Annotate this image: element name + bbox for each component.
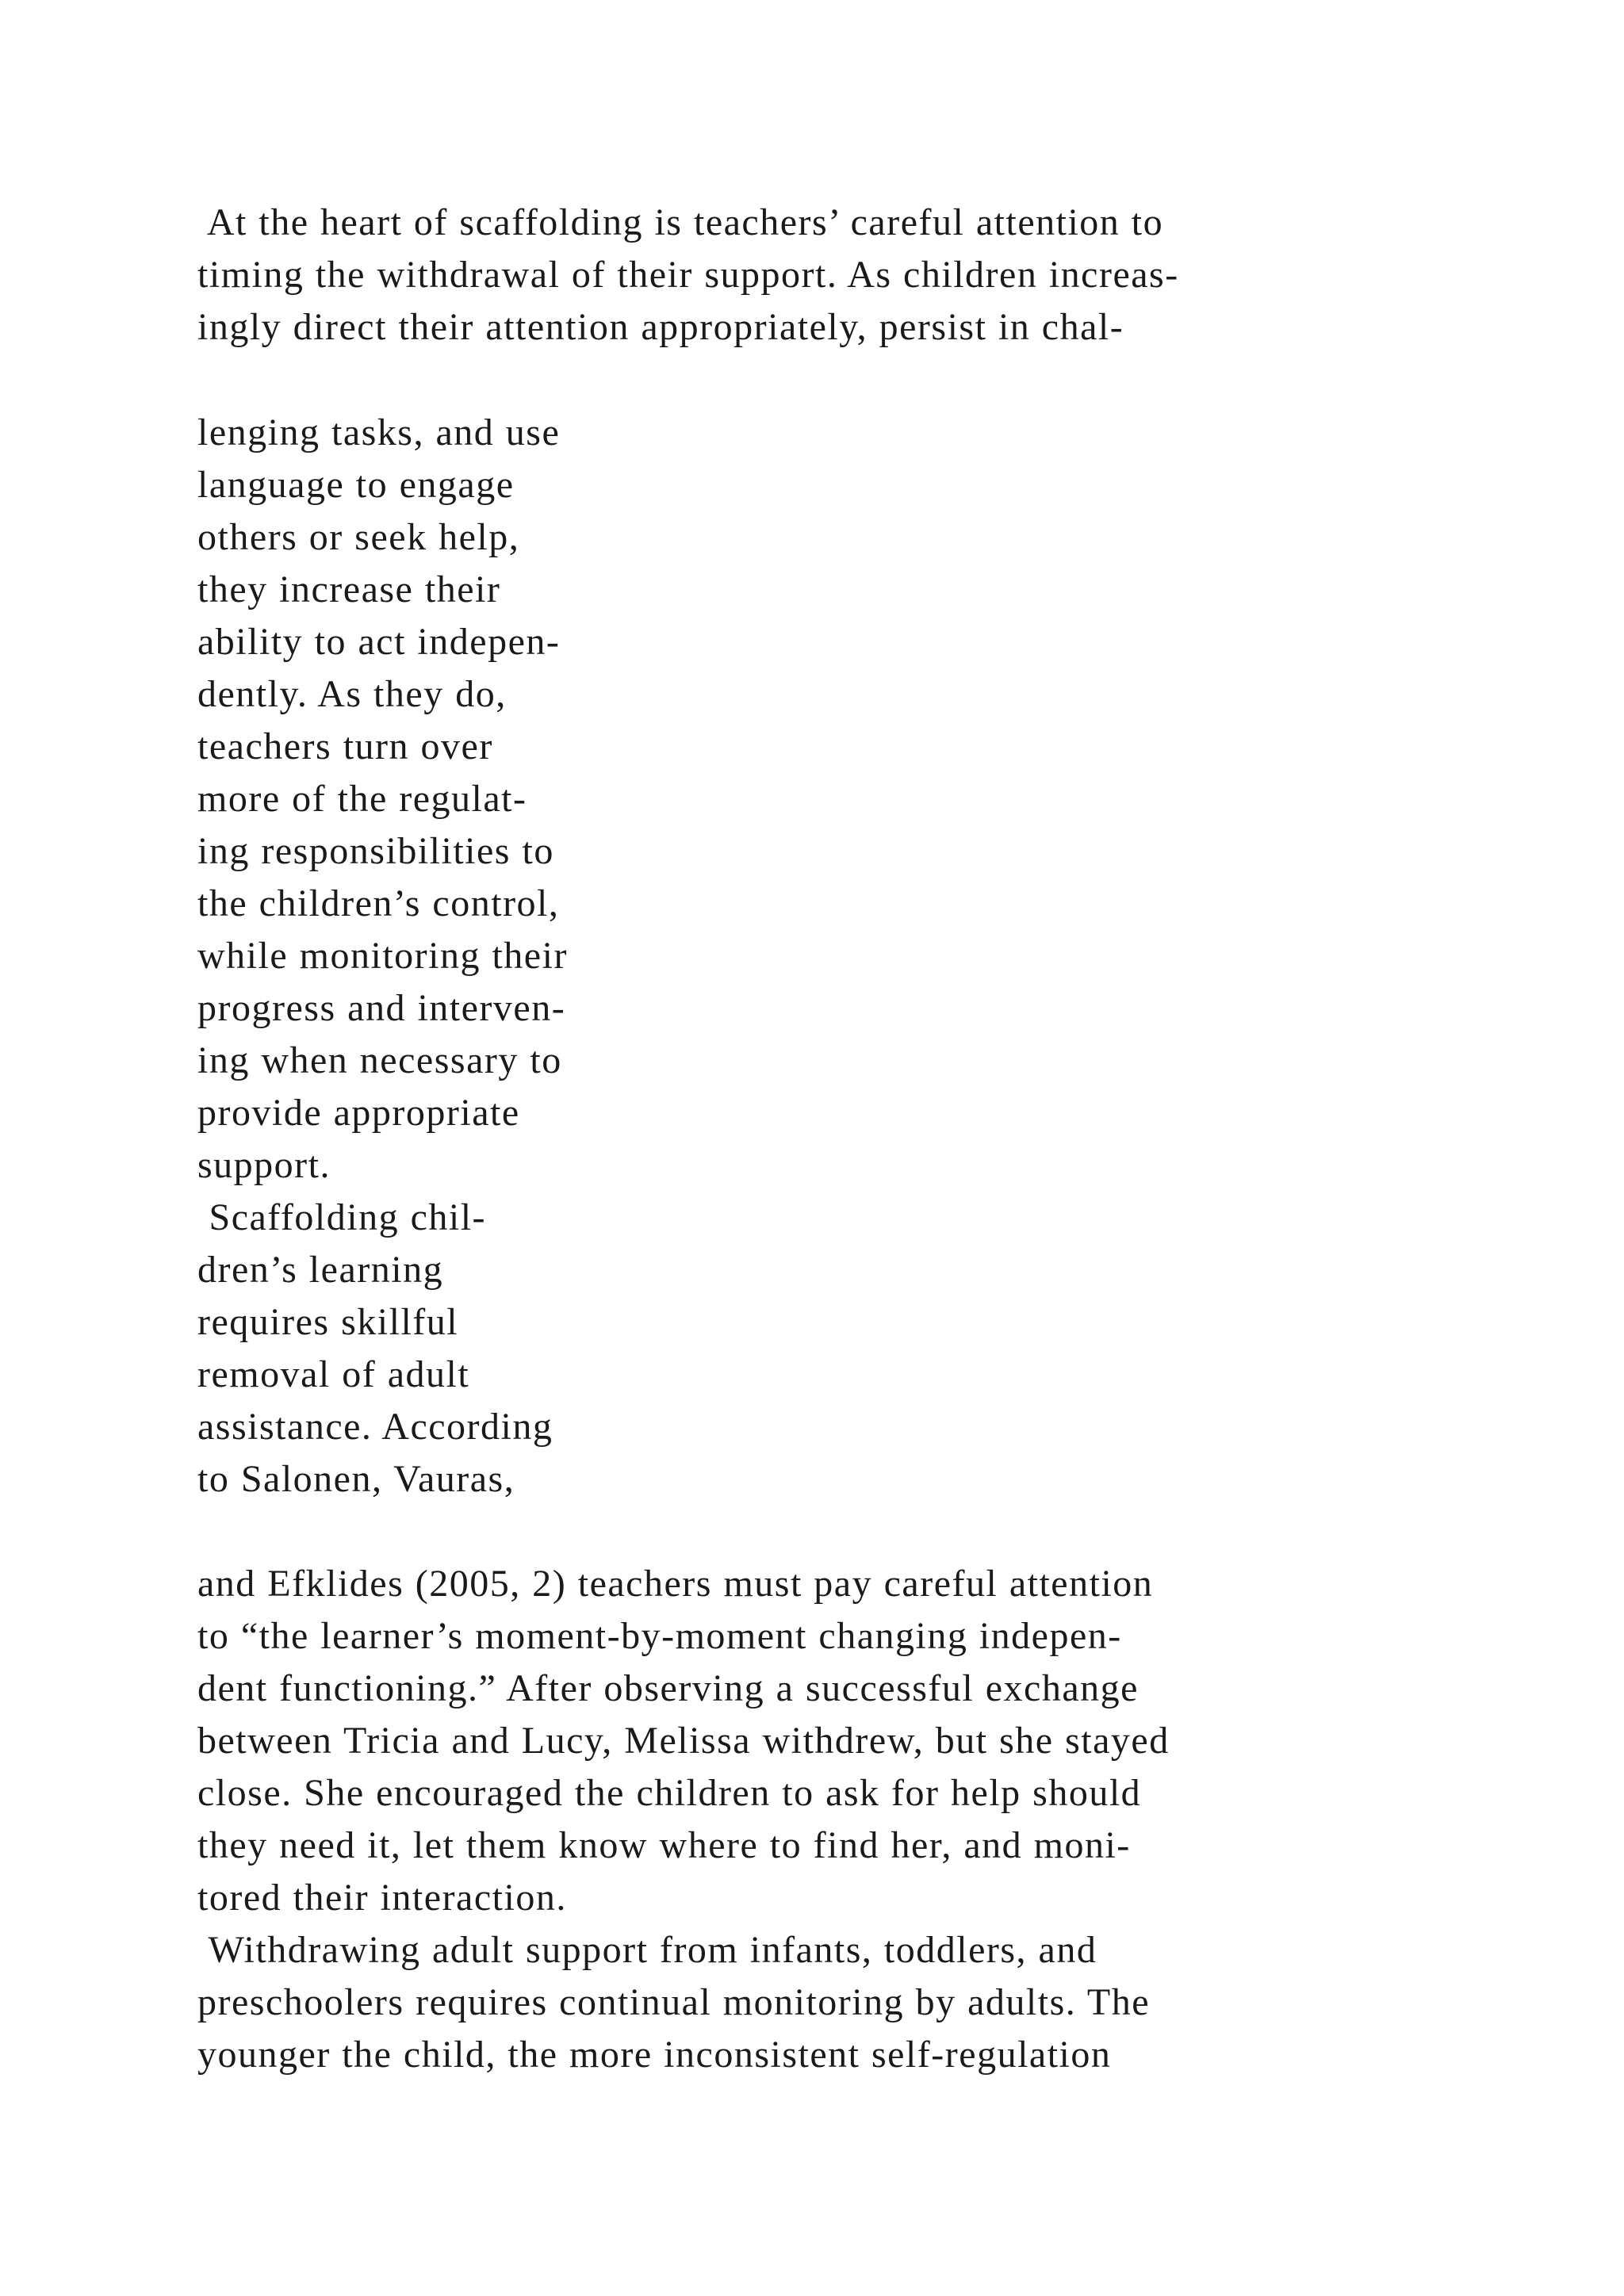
text-line: assistance. According — [197, 1406, 553, 1448]
paragraph-block-2-narrow-column — [197, 407, 568, 1506]
paragraph-block-1 — [197, 197, 1179, 354]
text-line: ing responsibilities to — [197, 830, 554, 872]
text-line: Scaffolding chil- — [197, 1196, 487, 1238]
text-line: close. She encouraged the children to ask for help should — [197, 1772, 1142, 1814]
text-line: teachers turn over — [197, 725, 493, 767]
text-line: they need it, let them know where to find her, and moni- — [197, 1824, 1131, 1866]
text-line: tored their interaction. — [197, 1877, 567, 1919]
text-line: the children’s control, — [197, 882, 560, 924]
text-line: others or seek help, — [197, 516, 520, 558]
paragraph-block-3 — [197, 1558, 1170, 2081]
text-line: and Efklides (2005, 2) teachers must pay careful attention — [197, 1563, 1154, 1605]
text-line: preschoolers requires continual monitoring by adults. The — [197, 1981, 1151, 2023]
text-line: progress and interven- — [197, 987, 566, 1029]
text-line: ingly direct their attention appropriately, persist in chal- — [197, 306, 1124, 348]
text-line: to Salonen, Vauras, — [197, 1458, 515, 1500]
text-line: Withdrawing adult support from infants, toddlers, and — [197, 1929, 1097, 1971]
text-line: dently. As they do, — [197, 673, 507, 715]
text-line: ability to act indepen- — [197, 621, 561, 663]
text-line: while monitoring their — [197, 935, 568, 977]
text-line: requires skillful — [197, 1301, 459, 1343]
text-line: to “the learner’s moment-by-moment changing indepen- — [197, 1615, 1122, 1657]
text-line: they increase their — [197, 568, 501, 610]
text-line: timing the withdrawal of their support. As children increas- — [197, 254, 1179, 296]
text-line: dren’s learning — [197, 1249, 444, 1291]
text-line: lenging tasks, and use — [197, 411, 561, 453]
text-line: support. — [197, 1144, 331, 1186]
text-line: provide appropriate — [197, 1092, 520, 1134]
text-line: removal of adult — [197, 1353, 470, 1395]
text-line: ing when necessary to — [197, 1039, 562, 1081]
text-line: between Tricia and Lucy, Melissa withdrew, but she stayed — [197, 1720, 1170, 1762]
text-line: younger the child, the more inconsistent self-regulation — [197, 2034, 1112, 2076]
text-line: language to engage — [197, 464, 515, 506]
text-line: more of the regulat- — [197, 778, 527, 820]
text-line: dent functioning.” After observing a successful exchange — [197, 1667, 1139, 1709]
text-line: At the heart of scaffolding is teachers’ careful attention to — [197, 201, 1164, 243]
